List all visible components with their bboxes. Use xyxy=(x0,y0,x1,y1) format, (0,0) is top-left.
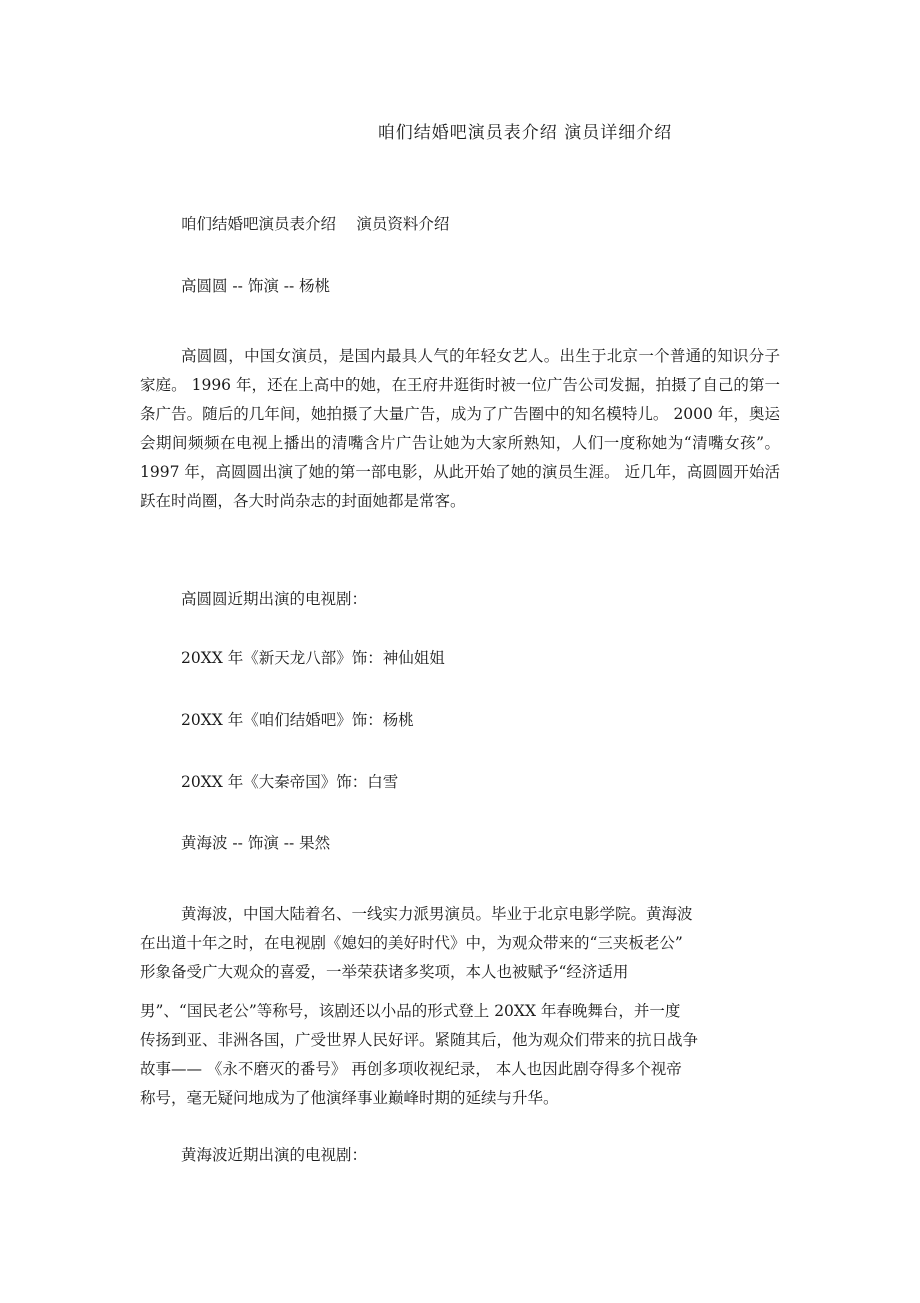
actor2-bio-line-4: 男”、“国民老公”等称号，该剧还以小品的形式登上 20XX 年春晚舞台，并一度 xyxy=(140,1002,681,1020)
actor1-work-3: 20XX 年《大秦帝国》饰：白雪 xyxy=(181,773,399,791)
actor2-bio xyxy=(140,900,780,1113)
actor2-bio-line-2: 在出道十年之时，在电视剧《媳妇的美好时代》中，为观众带来的“三夹板老公” xyxy=(140,934,683,952)
actor2-heading: 黄海波 -- 饰演 -- 果然 xyxy=(181,834,331,852)
actor1-work-1: 20XX 年《新天龙八部》饰：神仙姐姐 xyxy=(181,649,445,667)
actor2-bio-line-7: 称号，毫无疑问地成为了他演绎事业巅峰时期的延续与升华。 xyxy=(140,1089,559,1107)
actor2-bio-line-3: 形象备受广大观众的喜爱，一举荣获诸多奖项，本人也被赋予“经济适用 xyxy=(140,963,629,981)
actor2-bio-line-6: 故事—— 《永不磨灭的番号》 再创多项收视纪录， 本人也因此剧夺得多个视帝 xyxy=(140,1060,682,1078)
actor1-heading: 高圆圆 -- 饰演 -- 杨桃 xyxy=(181,277,331,295)
actor2-bio-line-5: 传扬到亚、非洲各国，广受世界人民好评。紧随其后，他为观众们带来的抗日战争 xyxy=(140,1031,699,1049)
actor1-recent-label: 高圆圆近期出演的电视剧： xyxy=(181,590,368,608)
actor1-work-2: 20XX 年《咱们结婚吧》饰：杨桃 xyxy=(181,711,414,729)
document-title: 咱们结婚吧演员表介绍 演员详细介绍 xyxy=(377,123,673,143)
actor2-bio-line-1: 黄海波，中国大陆着名、一线实力派男演员。毕业于北京电影学院。黄海波 xyxy=(181,905,693,923)
actor2-recent-label: 黄海波近期出演的电视剧： xyxy=(181,1146,368,1164)
actor1-bio: 高圆圆，中国女演员，是国内最具人气的年轻女艺人。出生于北京一个普通的知识分子家庭。 1996 年，还在上高中的她，在王府井逛街时被一位广告公司发掘，拍摄了自己的第一条广告。随后的几年间，她拍摄了大量广告，成为了广告圈中的知名模特儿。 2000 年，奥运会期间频频在电视上播出的清嘴含片广告让她为大家所熟知，人们一度称她为“清嘴女孩”。 1997 年，高圆圆出演了她的第一部电影，从此开始了她的演员生涯。 近几年，高圆圆开始活跃在时尚圈，各大时尚杂志的封面她都是常客。 xyxy=(140,347,780,510)
document-subtitle: 咱们结婚吧演员表介绍 演员资料介绍 xyxy=(181,215,450,233)
